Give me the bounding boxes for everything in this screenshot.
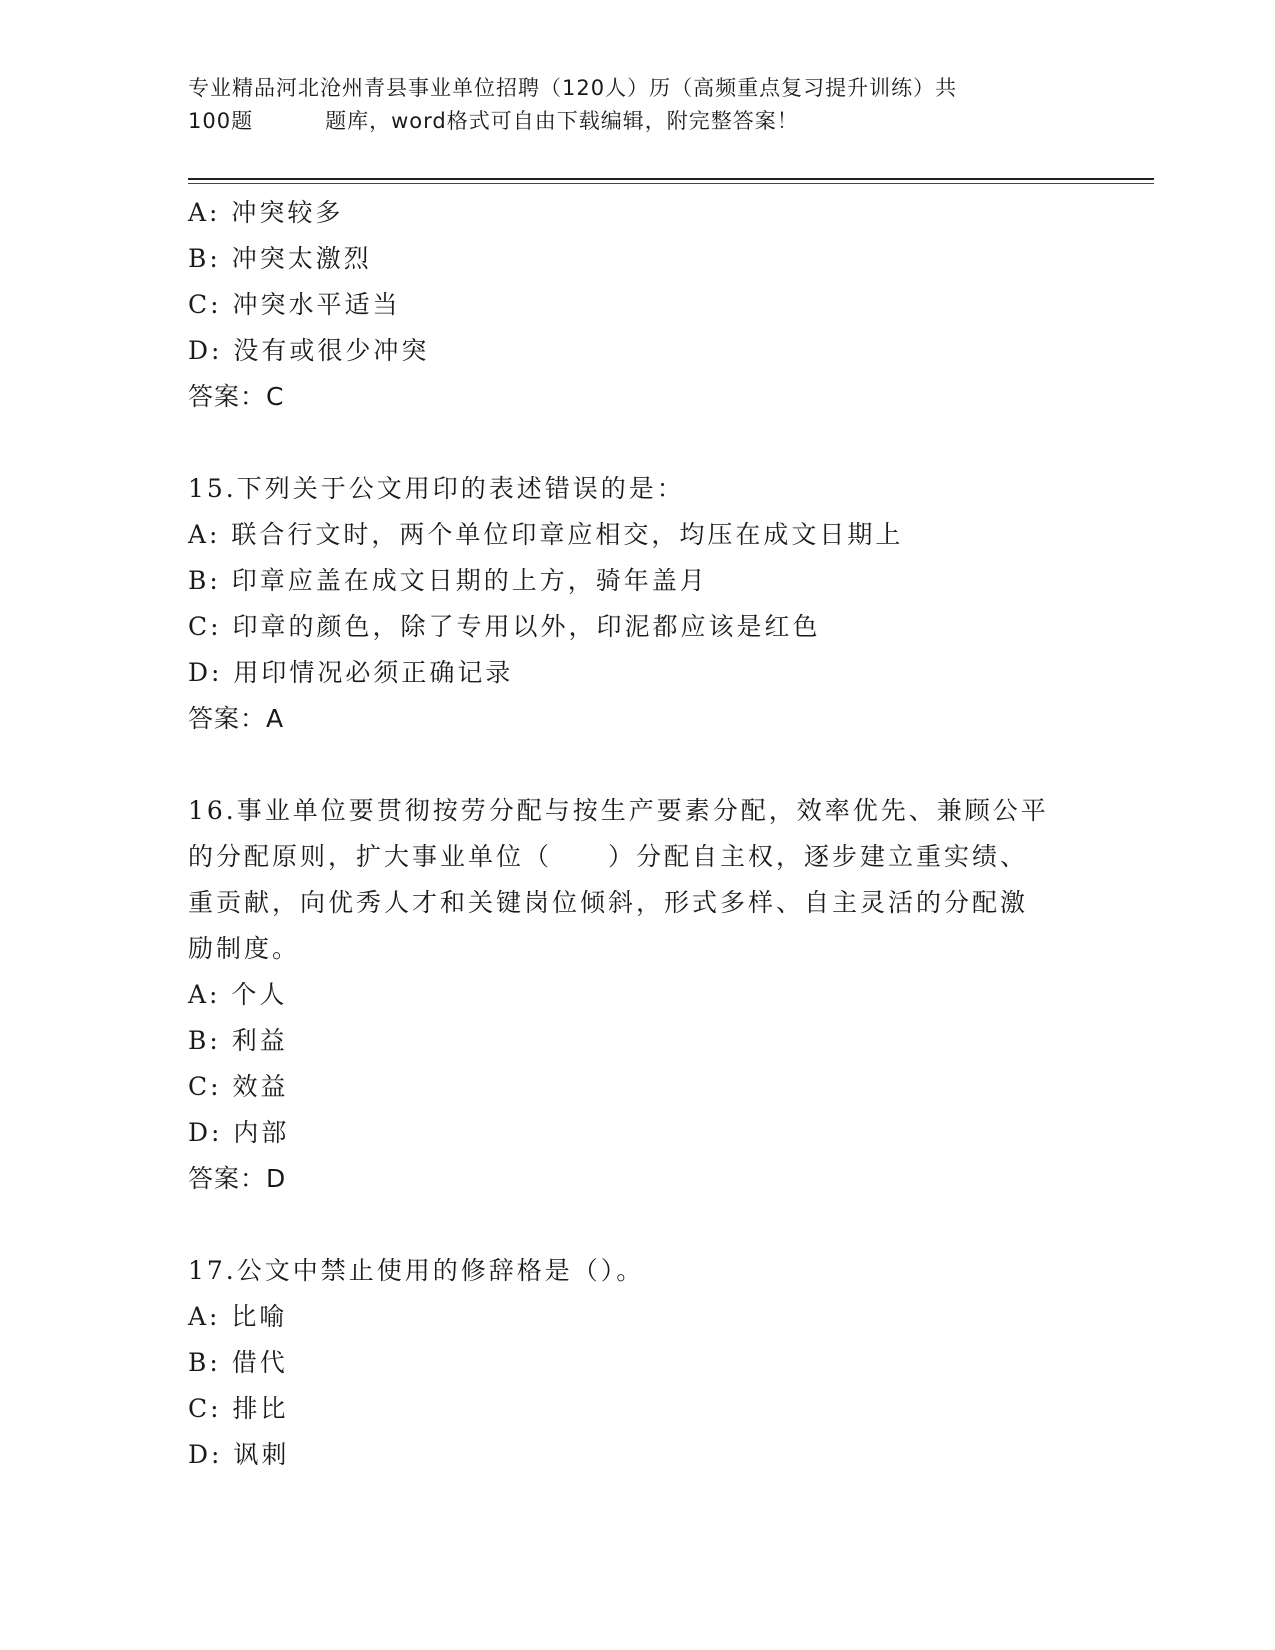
option-d: D: 用印情况必须正确记录 [188, 658, 514, 687]
option-a: A: 比喻 [188, 1302, 288, 1331]
question-stem: 17.公文中禁止使用的修辞格是（）。 [188, 1256, 645, 1285]
option-d: D: 没有或很少冲突 [188, 336, 430, 365]
header-rule-thick [188, 178, 1154, 180]
question-list [188, 190, 1088, 1478]
option-c: C: 冲突水平适当 [188, 290, 401, 319]
header-rule-thin [188, 183, 1154, 184]
option-b: B: 冲突太激烈 [188, 244, 372, 273]
answer: 答案：D [188, 1164, 287, 1193]
question-stem-line-1: 16.事业单位要贯彻按劳分配与按生产要素分配，效率优先、兼顾公平 [188, 796, 1049, 825]
header-line-2 [188, 105, 1108, 138]
option-b: B: 借代 [188, 1348, 288, 1377]
option-a: A: 冲突较多 [188, 198, 344, 227]
header-description: 题库，word格式可自由下载编辑，附完整答案！ [325, 109, 799, 133]
option-d: D: 内部 [188, 1118, 290, 1147]
question-15 [188, 466, 1088, 742]
option-c: C: 效益 [188, 1072, 289, 1101]
option-a: A: 个人 [188, 980, 288, 1009]
question-stem-line-2: 的分配原则，扩大事业单位（ ）分配自主权，逐步建立重实绩、 [188, 842, 1029, 871]
option-b: B: 利益 [188, 1026, 288, 1055]
question-16 [188, 788, 1088, 1202]
option-c: C: 印章的颜色，除了专用以外，印泥都应该是红色 [188, 612, 821, 641]
question-stem-line-4: 励制度。 [188, 934, 301, 963]
answer: 答案：C [188, 382, 285, 411]
answer: 答案：A [188, 704, 285, 733]
question-stem: 15.下列关于公文用印的表述错误的是： [188, 474, 685, 503]
option-c: C: 排比 [188, 1394, 289, 1423]
option-d: D: 讽刺 [188, 1440, 290, 1469]
question-stem-line-3: 重贡献，向优秀人才和关键岗位倾斜，形式多样、自主灵活的分配激 [188, 888, 1029, 917]
header-line-1: 专业精品河北沧州青县事业单位招聘（120人）历（高频重点复习提升训练）共 [188, 76, 958, 100]
header-count: 100题 [188, 109, 254, 133]
option-a: A: 联合行文时，两个单位印章应相交，均压在成文日期上 [188, 520, 904, 549]
question-17 [188, 1248, 1088, 1478]
page-header [188, 72, 1108, 138]
question-14 [188, 190, 1088, 420]
option-b: B: 印章应盖在成文日期的上方，骑年盖月 [188, 566, 708, 595]
